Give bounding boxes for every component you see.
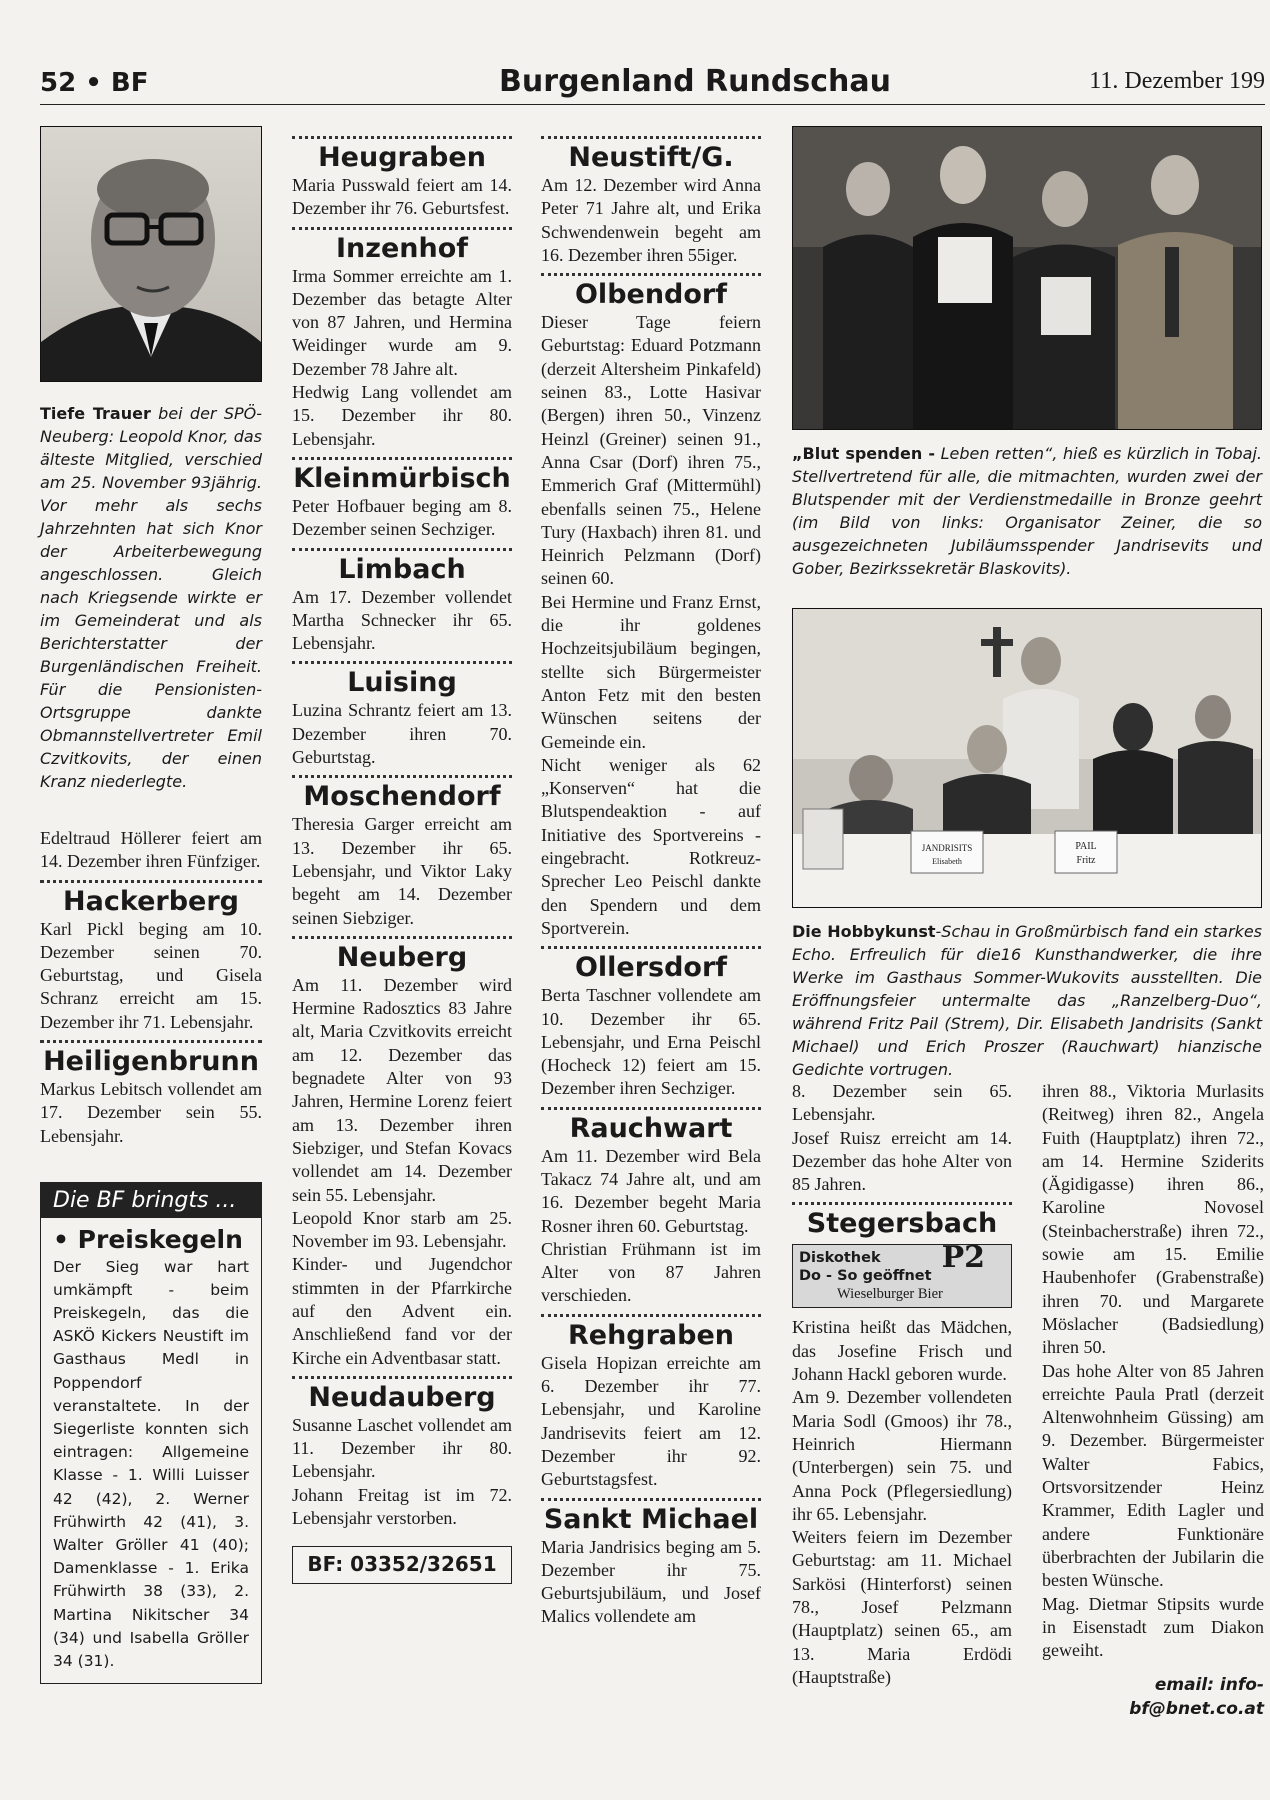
blood-donation-caption xyxy=(792,442,1262,580)
heading-rehgraben: Rehgraben xyxy=(567,1319,735,1351)
dotted-separator xyxy=(292,1376,512,1379)
heading-sankt-michael: Sankt Michael xyxy=(543,1503,759,1535)
text-neuberg-2: Leopold Knor starb am 25. November im 93. Lebensjahr. xyxy=(292,1207,512,1252)
text-heiligenbrunn: Markus Lebitsch vollendet am 17. Dezember sein 55. Lebensjahr. xyxy=(40,1079,262,1146)
bf-bringts-box xyxy=(40,1182,262,1684)
text-stegersbach-3: Weiters feiern im Dezember Geburtstag: am 11. Michael Sarkösi (Hinterforst) seinen 78., Josef Pelzmann (Hauptplatz) seinen 65., am 13. Maria Erdödi (Hauptstraße) xyxy=(792,1527,1012,1687)
heading-kleinmuerbisch: Kleinmürbisch xyxy=(293,462,511,494)
portrait-caption-lead: Tiefe Trauer xyxy=(40,404,151,423)
portrait-caption-text: bei der SPÖ-Neuberg: Leopold Knor, das älteste Mitglied, verschied am 25. November 93jährig. Vor mehr als sechs Jahrzehnten hat sich Knor der Arbeiterbewegung angeschlossen. Gleich nach Kriegsende wirkte er im Gemeinderat und als Berichterstatter der Burgenländischen Freiheit. Für die Pensionisten-Ortsgruppe dankte Obmannstellvertreter Emil Czvitkovits, der einen Kranz niederlegte. xyxy=(40,404,262,791)
diskothek-ad xyxy=(792,1240,1012,1308)
blood-donation-caption-lead: „Blut spenden - xyxy=(792,444,935,463)
text-neudauberg-2: Johann Freitag ist im 72. Lebensjahr verstorben. xyxy=(292,1484,512,1529)
dotted-separator xyxy=(292,136,512,139)
dotted-separator xyxy=(292,227,512,230)
dotted-separator xyxy=(292,548,512,551)
blood-donation-photo xyxy=(792,126,1262,430)
heading-hackerberg: Hackerberg xyxy=(63,885,239,917)
text-hackerberg: Karl Pickl beging am 10. Dezember seinen 70. Geburtstag, und Gisela Schranz erreicht am 15. Dezember ihr 71. Lebensjahr. xyxy=(40,918,262,1032)
text-olbendorf-2: Bei Hermine und Franz Ernst, die ihr goldenes Hochzeitsjubiläum begingen, stellte sich Bürgermeister Anton Fetz mit den besten Wünschen seitens der Gemeinde ein. xyxy=(541,591,761,752)
dotted-separator xyxy=(541,1498,761,1501)
heading-neudauberg: Neudauberg xyxy=(308,1381,496,1413)
box-title: • Preiskegeln xyxy=(53,1225,243,1255)
column-2 xyxy=(292,130,512,1584)
text-sankt-michael: Maria Jandrisics beging am 5. Dezember ihr 75. Geburtsjubiläum, und Josef Malics vollendete am xyxy=(541,1536,761,1627)
text-cont-1: 8. Dezember sein 65. Lebensjahr. xyxy=(792,1081,1012,1125)
heading-rauchwart: Rauchwart xyxy=(569,1112,733,1144)
dotted-separator xyxy=(541,946,761,949)
newspaper-title: Burgenland Rundschau xyxy=(499,64,891,99)
text-inzenhof-2: Hedwig Lang vollendet am 15. Dezember ihr 80. Lebensjahr. xyxy=(292,382,512,449)
hobby-art-caption-text: -Schau in Großmürbisch fand ein starkes Echo. Erfreulich für die16 Kunsthandwerker, die ihre Werke im Gasthaus Sommer-Wukovits ausstellten. Die Eröffnungsfeier untermalte das „Ranzelberg-Duo“, während Fritz Pail (Strem), Dir. Elisabeth Jandrisits (Sankt Michael) und Erich Proszer (Rauchwart) hianzische Gedichte vortrugen. xyxy=(792,922,1263,1079)
text-neuberg-1: Am 11. Dezember wird Hermine Radosztics 83 Jahre alt, Maria Czvitkovits erreicht am 12. Dezember das begnadete Alter von 93 Jahren, Hermine Lorenz feiert am 13. Dezember ihren Siebziger, und Stefan Kovacs vollendet am 14. Dezember sein 55. Lebensjahr. xyxy=(292,974,512,1205)
text-neudauberg-1: Susanne Laschet vollendet am 11. Dezember ihr 80. Lebensjahr. xyxy=(292,1414,512,1482)
box-header: Die BF bringts ... xyxy=(41,1183,261,1218)
dotted-separator xyxy=(541,136,761,139)
dotted-separator xyxy=(292,936,512,939)
hobby-art-photo xyxy=(792,608,1262,908)
text-inzenhof-1: Irma Sommer erreichte am 1. Dezember das betagte Alter von 87 Jahren, und Hermina Weidinger wurde am 9. Dezember 78 Jahre alt. xyxy=(292,265,512,379)
ad-line-1: Diskothek xyxy=(799,1250,881,1267)
portrait-image xyxy=(41,127,261,381)
text-stegersbach-2: Am 9. Dezember vollendeten Maria Sodl (Gmoos) ihr 78., Heinrich Hiermann (Unterbergen) sein 75. und Anna Pock (Pflegersiedlung) ihr 65. Lebensjahr. xyxy=(792,1387,1012,1524)
pail-first-name: Fritz xyxy=(1076,855,1096,866)
dotted-separator xyxy=(40,880,262,883)
portrait-caption xyxy=(40,402,262,793)
heading-stegersbach: Stegersbach xyxy=(806,1208,998,1240)
page-number: 52 • BF xyxy=(40,68,149,98)
header-rule xyxy=(40,104,1265,105)
heading-ollersdorf: Ollersdorf xyxy=(574,952,728,984)
text-moschendorf: Theresia Garger erreicht am 13. Dezember ihr 65. Lebensjahr, und Viktor Laky begeht am 14. Dezember seinen Siebziger. xyxy=(292,814,512,928)
column-3 xyxy=(541,130,761,1629)
heading-moschendorf: Moschendorf xyxy=(303,781,501,813)
page-header xyxy=(40,62,1265,102)
text-neustift: Am 12. Dezember wird Anna Peter 71 Jahre alt, und Erika Schwendenwein begeht am 16. Dezember ihren 55iger. xyxy=(541,175,761,265)
hobby-art-caption xyxy=(792,920,1262,1081)
column-1 xyxy=(40,126,262,1684)
text-right-1: ihren 88., Viktoria Murlasits (Reitweg) ihren 82., Angela Fuith (Hauptplatz) ihren 72., am 14. Hermine Sziderits (Ägidigasse) ihren 86., Karoline Novosel (Steinbacherstraße) ihren 72., sowie am 15. Emilie Haubenhofer (Grabenstraße) ihren 70. und Margarete Möslacher (Badsiedlung) ihren 50. xyxy=(1042,1081,1264,1358)
column-4a xyxy=(792,1080,1012,1689)
ad-line-3: Wieselburger Bier xyxy=(837,1286,943,1303)
text-olbendorf-3: Nicht weniger als 62 „Konserven“ hat die Blutspendeaktion - auf Initiative des Sportvereins - eingebracht. Rotkreuz-Sprecher Leo Peischl dankte den Spendern und dem Sportverein. xyxy=(541,754,761,938)
ad-line-2: Do - So geöffnet xyxy=(799,1268,932,1285)
text-luising: Luzina Schrantz feiert am 13. Dezember ihren 70. Geburtstag. xyxy=(292,700,512,768)
dotted-separator xyxy=(292,775,512,778)
text-kleinmuerbisch: Peter Hofbauer beging am 8. Dezember seinen Sechziger. xyxy=(292,495,512,540)
dotted-separator xyxy=(541,1314,761,1317)
dotted-separator xyxy=(541,273,761,276)
box-text: Der Sieg war hart umkämpft - beim Preiskegeln, das die ASKÖ Kickers Neustift im Gasthaus Medl in Poppendorf veranstaltete. In der Siegerliste konnten sich eintragen: Allgemeine Klasse - 1. Willi Luisser 42 (42), 2. Werner Frühwirth 42 (41), 3. Walter Gröller 41 (40); Damenklasse - 1. Erika Frühwirth 38 (33), 2. Martina Nikitscher 34 (34) und Isabella Gröller 34 (31). xyxy=(53,1257,249,1671)
ad-logo-code: P2 xyxy=(941,1240,985,1276)
column-4 xyxy=(792,126,1262,1081)
text-neuberg-3: Kinder- und Jugendchor stimmten in der Pfarrkirche auf den Advent ein. Anschließend fand vor der Kirche ein Adventbasar statt. xyxy=(292,1254,512,1368)
text-olbendorf-1: Dieser Tage feiern Geburtstag: Eduard Potzmann (derzeit Altersheim Pinkafeld) seinen 83., Lotte Hasivar (Bergen) ihren 50., Vinzenz Heinzl (Greiner) seinen 91., Anna Csar (Dorf) ihren 75., Emmerich Graf (Mittermühl) ebenfalls seinen 75., Helene Tury (Haxbach) ihren 81. und Heinrich Pelzmann (Dorf) seinen 60. xyxy=(541,312,761,589)
text-rauchwart-1: Am 11. Dezember wird Bela Takacz 74 Jahre alt, und am 16. Dezember begeht Maria Rosner ihren 60. Geburtstag. xyxy=(541,1145,761,1236)
hobby-art-caption-lead: Die Hobbykunst xyxy=(792,922,936,941)
column-4b xyxy=(1042,1080,1264,1721)
text-cont-2: Josef Ruisz erreicht am 14. Dezember das hohe Alter von 85 Jahren. xyxy=(792,1127,1012,1195)
issue-date: 11. Dezember 199 xyxy=(1089,68,1265,94)
blood-donation-image xyxy=(793,127,1261,429)
heading-luising: Luising xyxy=(347,667,457,699)
text-ollersdorf: Berta Taschner vollendete am 10. Dezember ihr 65. Lebensjahr, und Erna Peischl (Hocheck 12) feiert am 15. Dezember ihren Sechziger. xyxy=(541,985,761,1099)
heading-inzenhof: Inzenhof xyxy=(335,232,469,264)
pail-name-card: PAIL xyxy=(1075,841,1097,852)
text-stegersbach-1: Kristina heißt das Mädchen, das Josefine Frisch und Johann Hackl geboren wurde. xyxy=(792,1317,1012,1385)
heading-heiligenbrunn: Heiligenbrunn xyxy=(43,1046,259,1078)
text-rehgraben: Gisela Hopizan erreichte am 6. Dezember ihr 77. Lebensjahr, und Karoline Jandrisevits feiert am 12. Dezember ihr 92. Geburtstagsfest. xyxy=(541,1352,761,1490)
text-right-2: Das hohe Alter von 85 Jahren erreichte Paula Pratl (derzeit Altenwohnheim Güssing) am 9. Dezember. Bürgermeister Walter Fabics, Ortsvorsitzender Heinz Krammer, Edith Lagler und andere Funktionäre überbrachten der Jubilarin die besten Wünsche. xyxy=(1042,1360,1264,1591)
heading-neustift: Neustift/G. xyxy=(568,142,734,173)
blood-donation-caption-text: Leben retten“, hieß es kürzlich in Tobaj. Stellvertretend für alle, die mitmachten, wurden zwei der Blutspender mit der Verdienstmedaille in Bronze geehrt (im Bild von links: Organisator Zeiner, die so ausgezeichneten Jubiläumsspender Jandrisevits und Gober, Bezirkssekretär Blaskovits). xyxy=(792,444,1262,578)
heading-heugraben: Heugraben xyxy=(318,142,486,173)
dotted-separator xyxy=(40,1040,262,1043)
text-heugraben: Maria Pusswald feiert am 14. Dezember ihr 76. Geburtsfest. xyxy=(292,175,512,219)
heading-olbendorf: Olbendorf xyxy=(574,279,727,311)
dotted-separator xyxy=(541,1107,761,1110)
text-rauchwart-2: Christian Frühmann ist im Alter von 87 Jahren verschieden. xyxy=(541,1238,761,1306)
jandrisits-first-name: Elisabeth xyxy=(932,857,962,866)
phone-number-box: BF: 03352/32651 xyxy=(292,1546,512,1583)
hoellerer-note: Edeltraud Höllerer feiert am 14. Dezember ihren Fünfziger. xyxy=(40,828,262,872)
hobby-art-image xyxy=(793,609,1261,907)
heading-limbach: Limbach xyxy=(338,553,466,585)
text-limbach: Am 17. Dezember vollendet Martha Schnecker ihr 65. Lebensjahr. xyxy=(292,586,512,654)
heading-neuberg: Neuberg xyxy=(336,941,468,973)
contact-email: email: info-bf@bnet.co.at xyxy=(1129,1675,1264,1719)
portrait-photo xyxy=(40,126,262,382)
text-right-3: Mag. Dietmar Stipsits wurde in Eisenstadt zum Diakon geweiht. xyxy=(1042,1593,1264,1661)
dotted-separator xyxy=(292,457,512,460)
jandrisits-name-card: JANDRISITS xyxy=(921,843,973,853)
dotted-separator xyxy=(292,661,512,664)
dotted-separator xyxy=(792,1202,1012,1205)
